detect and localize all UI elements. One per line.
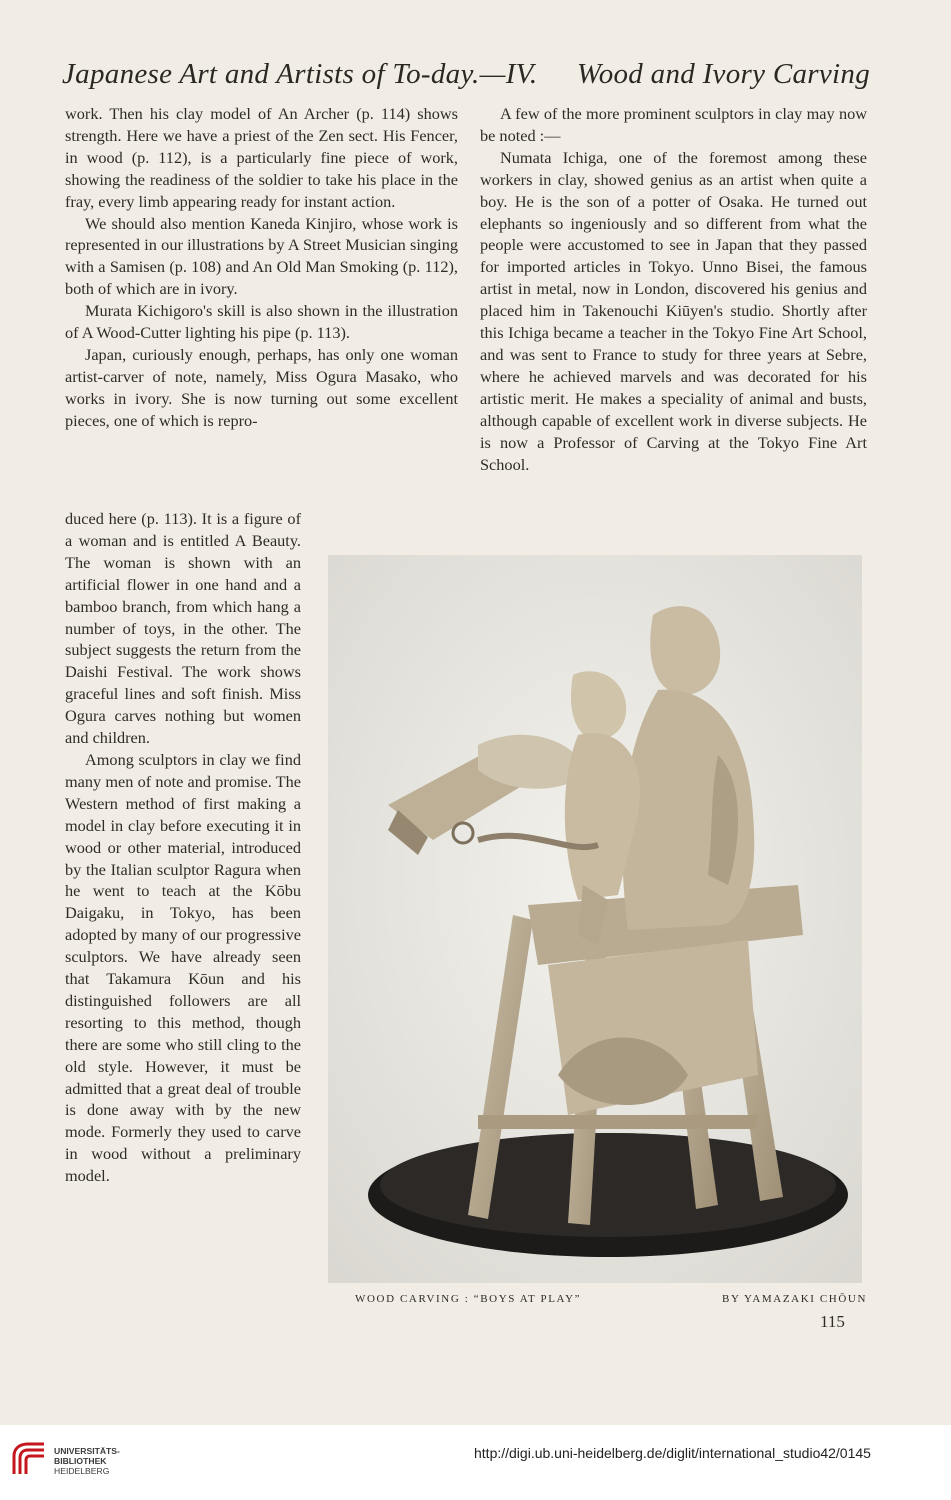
page-number: 115 bbox=[820, 1312, 845, 1331]
source-url-link[interactable]: http://digi.ub.uni-heidelberg.de/diglit/international_studio42/0145 bbox=[474, 1445, 871, 1461]
footer-bar bbox=[0, 1425, 951, 1500]
caption-title: WOOD CARVING : “BOYS AT PLAY” bbox=[355, 1293, 582, 1305]
paragraph: work. Then his clay model of An Archer (p. 114) shows strength. Here we have a priest of the Zen sect. His Fencer, in wood (p. 112), is a particularly fine piece of work, showing the readiness of the soldier to take his place in the fray, every limb appearing ready for instant action. bbox=[65, 104, 458, 211]
left-narrow-column bbox=[65, 508, 301, 1187]
left-column bbox=[65, 103, 458, 432]
library-logo-icon bbox=[10, 1440, 48, 1478]
sculpture-photograph bbox=[328, 555, 862, 1283]
paragraph: duced here (p. 113). It is a figure of a woman and is entitled A Beauty. The woman is shown with an artificial flower in one hand and a bamboo branch, from which hang a number of toys, in the other. The subject suggests the return from the Daishi Festival. The work shows graceful lines and soft finish. Miss Ogura carves nothing but women and children. bbox=[65, 509, 301, 748]
paragraph: Japan, curiously enough, perhaps, has only one woman artist-carver of note, namely, Miss Ogura Masako, who works in ivory. She is now turning out some excellent pieces, one of which is repro- bbox=[65, 344, 458, 430]
paragraph: We should also mention Kaneda Kinjiro, whose work is represented in our illustrations by A Street Musician singing with a Samisen (p. 108) and An Old Man Smoking (p. 112), both of which are in ivory. bbox=[65, 213, 458, 299]
library-line-1: UNIVERSITÄTS- bbox=[54, 1446, 120, 1456]
header-title-left: Japanese Art and Artists of To-day.—IV. bbox=[62, 58, 538, 90]
right-column bbox=[480, 103, 867, 475]
paragraph: Among sculptors in clay we find many men of note and promise. The Western method of first making a model in clay before executing it in wood or other material, introduced by the Italian sculptor Ragura when he went to teach at the Kōbu Daigaku, in Tokyo, has been adopted by many of our progressive sculptors. We have already seen that Takamura Kōun and his distinguished followers are all resorting to this method, though there are some who still cling to the old style. However, it must be admitted that a great deal of trouble is done away with by the new mode. Formerly they used to carve in wood without a preliminary model. bbox=[65, 749, 301, 1186]
running-header bbox=[62, 58, 870, 91]
figure-caption bbox=[355, 1293, 867, 1305]
header-title-right: Wood and Ivory Carving bbox=[576, 58, 870, 90]
wood-carving-illustration bbox=[328, 555, 862, 1283]
library-line-2: BIBLIOTHEK bbox=[54, 1456, 107, 1466]
paragraph: Murata Kichigoro's skill is also shown in the illustration of A Wood-Cutter lighting his pipe (p. 113). bbox=[65, 301, 458, 343]
caption-artist: BY YAMAZAKI CHŌUN bbox=[722, 1293, 867, 1305]
library-line-3: HEIDELBERG bbox=[54, 1466, 110, 1476]
paragraph: A few of the more prominent sculptors in clay may now be noted :— bbox=[480, 104, 867, 145]
library-name bbox=[54, 1446, 120, 1476]
paragraph: Numata Ichiga, one of the foremost among these workers in clay, showed genius as an artist when quite a boy. He is the son of a potter of Osaka. He turned out elephants so ingeniously and so different from what the people were accustomed to see in Japan that they passed for imported articles in Tokyo. Unno Bisei, the famous artist in metal, now in London, discovered his genius and placed him in Takenouchi Kiūyen's studio. Shortly after this Ichiga became a teacher in the Tokyo Fine Art School, and was sent to France to study for three years at Sebre, where he achieved marvels and was decorated for his artistic merit. He makes a speciality of animal and busts, although capable of excellent work in diverse subjects. He is now a Professor of Carving at the Tokyo Fine Art School. bbox=[480, 147, 867, 474]
